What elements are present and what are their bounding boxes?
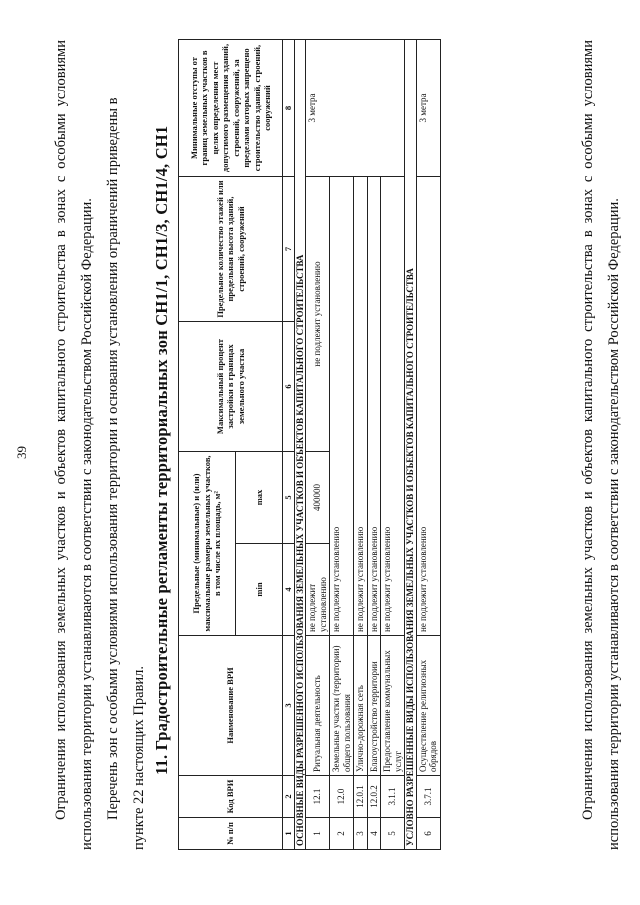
header-min: min	[236, 544, 283, 636]
cell-num: 2	[330, 818, 354, 850]
cell-value: не подлежит установлению	[416, 177, 440, 636]
cell-code: 12.0.1	[354, 776, 368, 818]
header-name: Наименование ВРИ	[179, 636, 283, 776]
paragraph-line: Ограничения использования земельных участков и объектов капитального строительства в зонах с особыми	[580, 113, 596, 820]
cell-name: Предоставление коммунальных услуг	[381, 636, 405, 776]
header-percent: Максимальный процент застройки в границах земельного участка	[179, 322, 283, 452]
table-row	[306, 40, 330, 850]
paragraph-line: условиями использования территории устанавливаются в соответствии с законодательством Российской Федерации.	[580, 40, 622, 850]
header-num: № п/п	[179, 818, 283, 850]
header-size: Предельные (минимальные) и (или) максимальные размеры земельных участков, в том числе их площадь, м²	[179, 452, 236, 636]
header-floors: Предельное количество этажей или предельная высота зданий, строений, сооружений	[179, 177, 283, 322]
table-header-row	[179, 40, 236, 850]
paragraph-zone-list-cont: пункте 22 настоящих Правил.	[131, 666, 147, 850]
cell-value: не подлежит установлению	[354, 177, 368, 636]
column-number: 2	[283, 776, 295, 818]
cell-name: Улично-дорожная сеть	[354, 636, 368, 776]
paragraph-restrictions-top	[48, 40, 100, 850]
paragraph-line: Ограничения использования земельных участков и объектов капитального строительства в зонах с особыми	[53, 113, 69, 820]
cell-code: 12.0.2	[367, 776, 381, 818]
column-number: 5	[283, 452, 295, 544]
cell-value: не подлежит установлению	[367, 177, 381, 636]
cell-name: Земельные участки (территории) общего пользования	[330, 636, 354, 776]
column-number: 4	[283, 544, 295, 636]
cell-num: 5	[381, 818, 405, 850]
cell-num: 3	[354, 818, 368, 850]
cell-code: 12.1	[306, 776, 330, 818]
cell-code: 3.7.1	[416, 776, 440, 818]
cell-setback: 3 метра	[306, 40, 405, 177]
header-code: Код ВРИ	[179, 776, 283, 818]
paragraph-restrictions-bottom	[575, 40, 627, 850]
cell-value: не подлежит установлению	[330, 177, 354, 636]
section-title: УСЛОВНО РАЗРЕШЕННЫЕ ВИДЫ ИСПОЛЬЗОВАНИЯ ЗЕМЕЛЬНЫХ УЧАСТКОВ И ОБЪЕКТОВ КАПИТАЛЬНОГО СТРОИТЕЛЬСТВА	[405, 40, 417, 850]
paragraph-zone-list	[100, 40, 126, 850]
header-max: max	[236, 452, 283, 544]
cell-num: 4	[367, 818, 381, 850]
cell-code: 3.1.1	[381, 776, 405, 818]
column-number: 6	[283, 322, 295, 452]
cell-name: Осуществление религиозных обрядов	[416, 636, 440, 776]
cell-num: 6	[416, 818, 440, 850]
column-number: 7	[283, 177, 295, 322]
cell-name: Ритуальная деятельность	[306, 636, 330, 776]
column-number: 1	[283, 818, 295, 850]
cell-min: не подлежит установлению	[306, 544, 330, 636]
cell-name: Благоустройство территории	[367, 636, 381, 776]
header-setback: Минимальные отступы от границ земельных участков в целях определения мест допустимого размещения зданий, строений, сооружений, за пределами которых запрещено строительство зданий, строений, сооружений	[179, 40, 283, 177]
section-title: ОСНОВНЫЕ ВИДЫ РАЗРЕШЕННОГО ИСПОЛЬЗОВАНИЯ ЗЕМЕЛЬНЫХ УЧАСТКОВ И ОБЪЕКТОВ КАПИТАЛЬНОГО СТРОИТЕЛЬСТВА	[294, 40, 306, 850]
table-row	[416, 40, 440, 850]
paragraph-line: Перечень зон с особыми условиями использования территории и основания установления ограничений приведены в	[105, 97, 121, 820]
section-row-conditional	[405, 40, 417, 850]
column-numbers-row	[283, 40, 295, 850]
paragraph-line: условиями использования территории устанавливаются в соответствии с законодательством Российской Федерации.	[53, 40, 95, 850]
cell-setback: 3 метра	[416, 40, 440, 177]
section-row-main	[294, 40, 306, 850]
cell-value: не подлежит установлению	[381, 177, 405, 636]
cell-code: 12.0	[330, 776, 354, 818]
section-heading: 11. Градостроительные регламенты территориальных зон СН1/1, СН1/3, СН1/4, СН1	[152, 125, 171, 775]
page-number: 39	[14, 446, 29, 459]
column-number: 3	[283, 636, 295, 776]
regulations-table	[178, 39, 441, 850]
cell-percent-floors: не подлежит установлению	[306, 177, 330, 452]
cell-num: 1	[306, 818, 330, 850]
cell-max: 400000	[306, 452, 330, 544]
column-number: 8	[283, 40, 295, 177]
